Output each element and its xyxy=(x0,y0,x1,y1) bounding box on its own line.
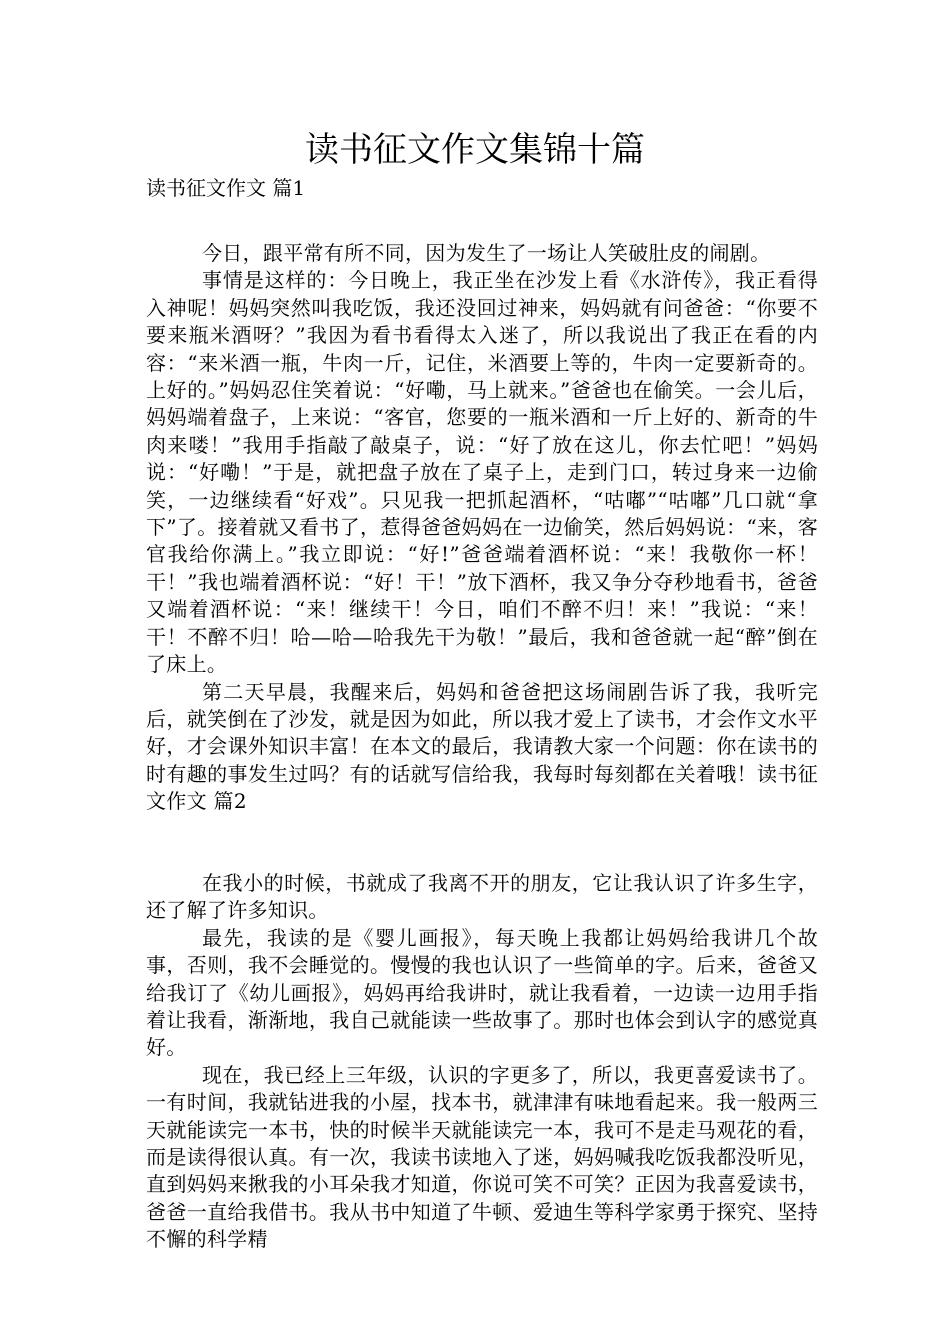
essay-1-paragraph: 今日，跟平常有所不同，因为发生了一场让人笑破肚皮的闹剧。 xyxy=(202,241,771,265)
essay-2-paragraph: 最先，我读的是《婴儿画报》，每天晚上我都让妈妈给我讲几个故事，否则，我不会睡觉的。慢慢的我也认识了一些简单的字。后来，爸爸又给我订了《幼儿画报》，妈妈再给我讲时，就让我看着，一边读一边用手指着让我看，渐渐地，我自己就能读一些故事了。那时也体会到认字的感觉真好。 xyxy=(146,925,818,1060)
essay-2-paragraph: 在我小的时候，书就成了我离不开的朋友，它让我认识了许多生字，还了解了许多知识。 xyxy=(146,871,818,923)
essay-1-paragraph: 第二天早晨，我醒来后，妈妈和爸爸把这场闹剧告诉了我，我听完后，就笑倒在了沙发，就是因为如此，所以我才爱上了读书，才会作文水平好，才会课外知识丰富！在本文的最后，我请教大家一个问题：你在读书的时有趣的事发生过吗？有的话就写信给我，我每时每刻都在关着哦！读书征文作文 篇2 xyxy=(146,679,818,814)
document-title: 读书征文作文集锦十篇 xyxy=(305,130,645,170)
essay-1-body xyxy=(146,240,818,816)
essay-2-paragraph: 现在，我已经上三年级，认识的字更多了，所以，我更喜爱读书了。一有时间，我就钻进我的小屋，找本书，就津津有味地看起来。我一般两三天就能读完一本书，快的时候半天就能读完一本，我可不是走马观花的看，而是读得很认真。有一次，我读书读地入了迷，妈妈喊我吃饭我都没听见，直到妈妈来揪我的小耳朵我才知道，你说可笑不可笑？正因为我喜爱读书，爸爸一直给我借书。我从书中知道了牛顿、爱迪生等科学家勇于探究、坚持不懈的科学精 xyxy=(146,1062,818,1252)
essay-1-paragraph: 事情是这样的：今日晚上，我正坐在沙发上看《水浒传》，我正看得入神呢！妈妈突然叫我吃饭，我还没回过神来，妈妈就有问爸爸：“你要不要来瓶米酒呀？”我因为看书看得太入迷了，所以我说出了我正在看的内容：“来米酒一瓶，牛肉一斤，记住，米酒要上等的，牛肉一定要新奇的。上好的。”妈妈忍住笑着说：“好嘞，马上就来。”爸爸也在偷笑。一会儿后，妈妈端着盘子，上来说：“客官，您要的一瓶米酒和一斤上好的、新奇的牛肉来喽！”我用手指敲了敲桌子，说：“好了放在这儿，你去忙吧！”妈妈说：“好嘞！”于是，就把盘子放在了桌子上，走到门口，转过身来一边偷笑，一边继续看“好戏”。只见我一把抓起酒杯，“咕嘟”“咕嘟”几口就“拿下”了。接着就又看书了，惹得爸爸妈妈在一边偷笑，然后妈妈说：“来，客官我给你满上。”我立即说：“好!”爸爸端着酒杯说：“来！我敬你一杯！干！”我也端着酒杯说：“好！干！”放下酒杯，我又争分夺秒地看书，爸爸又端着酒杯说：“来！继续干！今日，咱们不醉不归！来！”我说：“来！干！不醉不归！哈—哈—哈我先干为敬！”最后，我和爸爸就一起“醉”倒在了床上。 xyxy=(146,268,818,677)
essay-2-body xyxy=(146,870,818,1254)
section-heading: 读书征文作文 篇1 xyxy=(146,176,306,200)
